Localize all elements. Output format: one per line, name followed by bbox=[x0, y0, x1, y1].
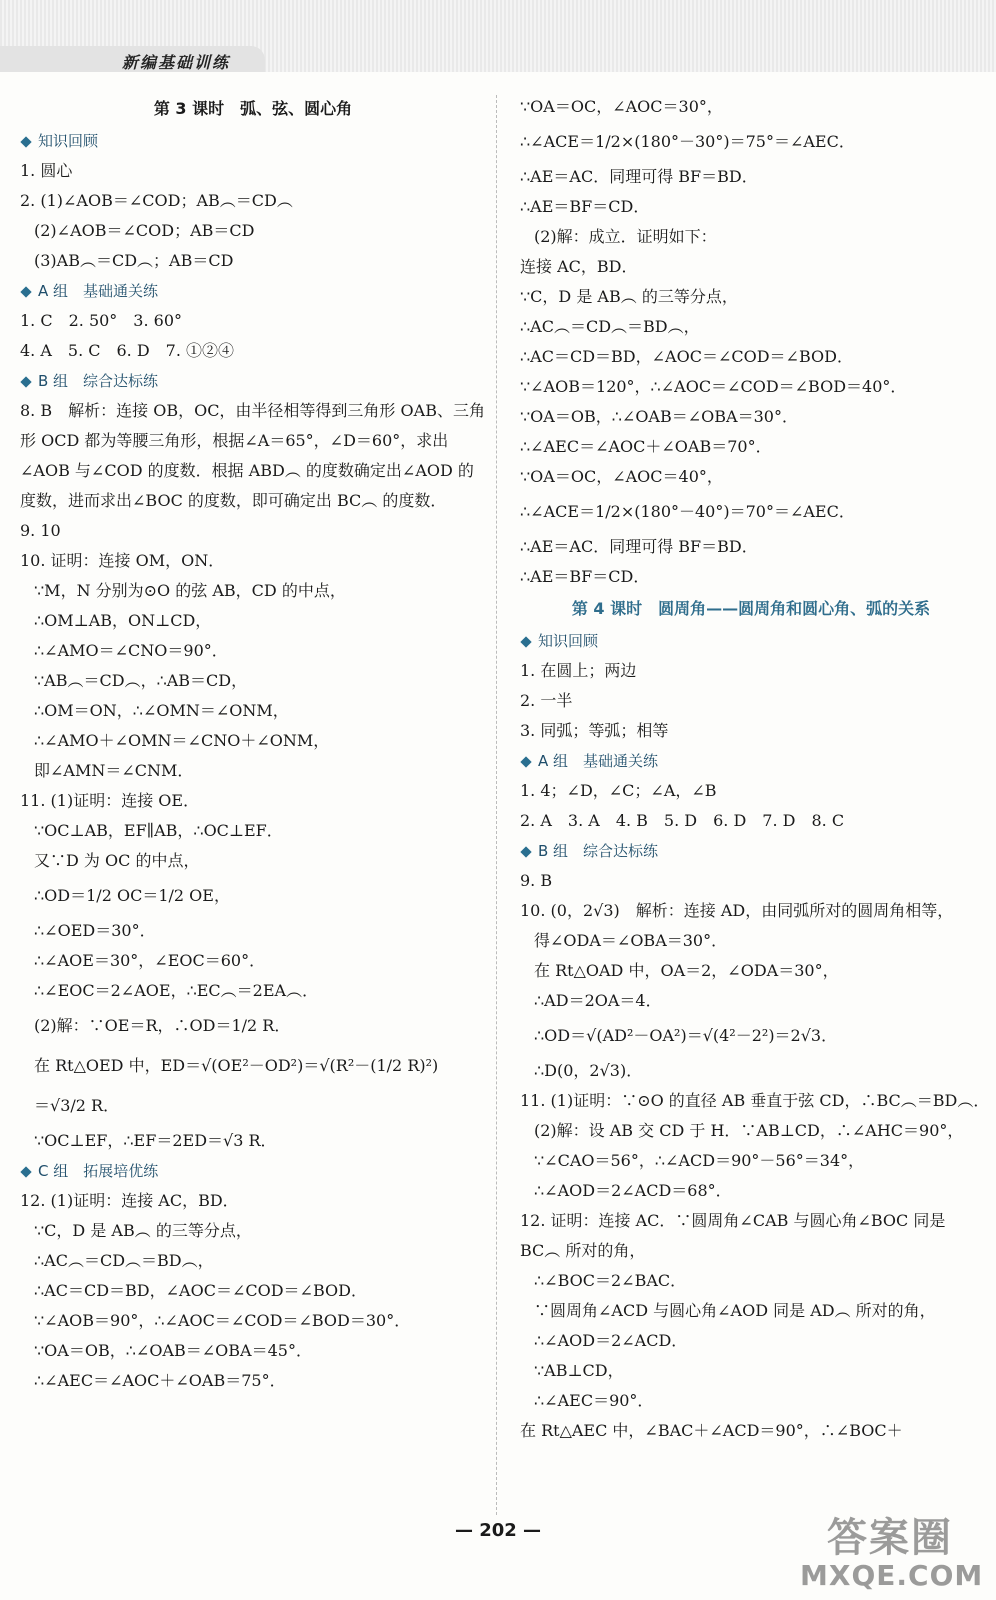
answer-line: 12. (1)证明：连接 AC，BD． bbox=[20, 1191, 239, 1210]
diamond-icon bbox=[20, 1166, 31, 1177]
page-header bbox=[0, 0, 996, 72]
diamond-icon bbox=[20, 286, 31, 297]
answer-line: 又∵D 为 OC 的中点， bbox=[34, 851, 200, 870]
answer-line: ∴∠AMO＋∠OMN＝∠CNO＋∠ONM， bbox=[34, 731, 330, 750]
answer-line: ∵圆周角∠ACD 与圆心角∠AOD 同是 AD︵ 所对的角， bbox=[534, 1301, 936, 1320]
answer-line: ∴AC＝CD＝BD，∠AOC＝∠COD＝∠BOD． bbox=[520, 347, 853, 366]
diamond-icon bbox=[20, 376, 31, 387]
answer-line: ∴D(0，2√3)． bbox=[534, 1061, 643, 1080]
answer-line: (2)解：设 AB 交 CD 于 H．∵AB⊥CD，∴∠AHC＝90°， bbox=[534, 1121, 964, 1140]
answer-line: 9. 10 bbox=[20, 521, 61, 540]
answer-line: ∴∠AEC＝∠AOC＋∠OAB＝75°． bbox=[34, 1371, 286, 1390]
answer-line: 1. 在圆上；两边 bbox=[520, 661, 637, 680]
answer-line: ∵OC⊥EF，∴EF＝2ED＝√3 R． bbox=[34, 1131, 277, 1150]
answer-line: ∵OA＝OB，∴∠OAB＝∠OBA＝30°． bbox=[520, 407, 798, 426]
answer-line: ∵OA＝OB，∴∠OAB＝∠OBA＝45°． bbox=[34, 1341, 312, 1360]
answer-line: ∵M，N 分别为⊙O 的弦 AB，CD 的中点， bbox=[34, 581, 346, 600]
answer-line: 10. 证明：连接 OM，ON． bbox=[20, 551, 225, 570]
answer-line: (2)解：∵OE＝R，∴OD＝1/2 R． bbox=[34, 1016, 291, 1035]
answer-line: ∴AC︵＝CD︵＝BD︵， bbox=[34, 1251, 214, 1270]
diamond-icon bbox=[20, 136, 31, 147]
answer-line: 在 Rt△AEC 中，∠BAC＋∠ACD＝90°，∴∠BOC＋ bbox=[520, 1421, 903, 1440]
answer-line: ∴OM⊥AB，ON⊥CD， bbox=[34, 611, 212, 630]
answer-line: ∵OA＝OC，∠AOC＝40°， bbox=[520, 467, 723, 486]
answer-line: ∴∠AOD＝2∠ACD＝68°． bbox=[534, 1181, 732, 1200]
answer-line: (2)解：成立．证明如下： bbox=[534, 227, 717, 246]
answer-line: ∵∠AOB＝120°，∴∠AOC＝∠COD＝∠BOD＝40°． bbox=[520, 377, 907, 396]
answer-line: ∴∠AOE＝30°，∠EOC＝60°． bbox=[34, 951, 266, 970]
section-review: 知识回顾 bbox=[20, 126, 486, 156]
answer-line: 在 Rt△OED 中，ED＝√(OE²－OD²)＝√(R²－(1/2 R)²) bbox=[34, 1056, 439, 1075]
answer-line: 10. (0，2√3) 解析：连接 AD，由同弧所对的圆周角相等， bbox=[520, 901, 954, 920]
answer-line: ∵C，D 是 AB︵ 的三等分点， bbox=[520, 287, 738, 306]
answer-line: 2. (1)∠AOB＝∠COD；AB︵＝CD︵ bbox=[20, 191, 293, 210]
answer-line: 连接 AC，BD． bbox=[520, 257, 638, 276]
answer-line: BC︵ 所对的角， bbox=[520, 1241, 646, 1260]
answer-line: 3. 同弧；等弧；相等 bbox=[520, 721, 669, 740]
answer-line: ∴∠AEC＝90°． bbox=[534, 1391, 654, 1410]
diamond-icon bbox=[520, 636, 531, 647]
answer-line: ∴AD＝2OA＝4． bbox=[534, 991, 662, 1010]
answer-line: ∴∠EOC＝2∠AOE，∴EC︵＝2EA︵． bbox=[34, 981, 319, 1000]
column-divider bbox=[496, 95, 497, 1515]
answer-line: ∴AC＝CD＝BD，∠AOC＝∠COD＝∠BOD． bbox=[34, 1281, 367, 1300]
answer-line: ∴∠ACE＝1/2×(180°－30°)＝75°＝∠AEC． bbox=[520, 132, 855, 151]
answer-line: 2. 一半 bbox=[520, 691, 573, 710]
answer-line: ∴OM＝ON，∴∠OMN＝∠ONM， bbox=[34, 701, 289, 720]
lesson-title-3: 第 3 课时 弧、弦、圆心角 bbox=[153, 99, 353, 118]
answer-line: ∴OD＝1/2 OC＝1/2 OE， bbox=[34, 886, 230, 905]
answer-line: ∴AE＝AC．同理可得 BF＝BD． bbox=[520, 167, 758, 186]
answer-line: ∴∠AMO＝∠CNO＝90°． bbox=[34, 641, 228, 660]
answer-line: ∵AB︵＝CD︵，∴AB＝CD， bbox=[34, 671, 248, 690]
answer-line: ∴AE＝BF＝CD． bbox=[520, 567, 650, 586]
answer-line: ∴∠OED＝30°． bbox=[34, 921, 156, 940]
answer-line: (3)AB︵＝CD︵；AB＝CD bbox=[34, 251, 234, 270]
answer-line: ∴AE＝AC．同理可得 BF＝BD． bbox=[520, 537, 758, 556]
section-a: A 组 基础通关练 bbox=[20, 276, 486, 306]
answer-line: 11. (1)证明：∵⊙O 的直径 AB 垂直于弦 CD，∴BC︵＝BD︵． bbox=[520, 1091, 990, 1110]
answer-line: ∴∠ACE＝1/2×(180°－40°)＝70°＝∠AEC． bbox=[520, 502, 855, 521]
answer-line: 4. A 5. C 6. D 7. ①②④ bbox=[20, 341, 235, 360]
answer-line: ∵AB⊥CD， bbox=[534, 1361, 624, 1380]
lesson-title-4: 第 4 课时 圆周角——圆周角和圆心角、弧的关系 bbox=[571, 599, 931, 618]
diamond-icon bbox=[520, 846, 531, 857]
answer-line: 得∠ODA＝∠OBA＝30°． bbox=[534, 931, 728, 950]
answer-line: 1. 圆心 bbox=[20, 161, 73, 180]
answer-line: ∴∠AOD＝2∠ACD． bbox=[534, 1331, 688, 1350]
answer-line: ∴OD＝√(AD²－OA²)＝√(4²－2²)＝2√3． bbox=[534, 1026, 838, 1045]
section-b: B 组 综合达标练 bbox=[520, 836, 982, 866]
answer-line: ∵OA＝OC，∠AOC＝30°， bbox=[520, 97, 723, 116]
answer-line: 9. B bbox=[520, 871, 553, 890]
answer-line: ∵∠AOB＝90°，∴∠AOC＝∠COD＝∠BOD＝30°． bbox=[34, 1311, 411, 1330]
watermark-text: 答案圈 bbox=[827, 1515, 953, 1561]
answer-line: ∴AC︵＝CD︵＝BD︵， bbox=[520, 317, 700, 336]
right-column bbox=[520, 92, 990, 1446]
watermark-site: MXQE.COM bbox=[800, 1559, 984, 1592]
answer-line: ∴AE＝BF＝CD． bbox=[520, 197, 650, 216]
section-b: B 组 综合达标练 bbox=[20, 366, 486, 396]
answer-line: (2)∠AOB＝∠COD；AB＝CD bbox=[34, 221, 255, 240]
answer-line: ∵OC⊥AB，EF∥AB，∴OC⊥EF． bbox=[34, 821, 283, 840]
left-column bbox=[20, 92, 486, 1396]
section-c: C 组 拓展培优练 bbox=[20, 1156, 486, 1186]
answer-line: 12. 证明：连接 AC．∵圆周角∠CAB 与圆心角∠BOC 同是 bbox=[520, 1211, 946, 1230]
answer-line: 11. (1)证明：连接 OE． bbox=[20, 791, 200, 810]
answer-line: 2. A 3. A 4. B 5. D 6. D 7. D 8. C bbox=[520, 811, 845, 830]
answer-line: ∴∠AEC＝∠AOC＋∠OAB＝70°． bbox=[520, 437, 772, 456]
answer-line: ∵∠CAO＝56°，∴∠ACD＝90°－56°＝34°， bbox=[534, 1151, 865, 1170]
answer-line: 即∠AMN＝∠CNM． bbox=[34, 761, 194, 780]
watermark-logo bbox=[800, 1515, 984, 1597]
answer-line: 1. C 2. 50° 3. 60° bbox=[20, 311, 183, 330]
book-title: 新编基础训练 bbox=[122, 53, 231, 72]
section-a: A 组 基础通关练 bbox=[520, 746, 982, 776]
section-review: 知识回顾 bbox=[520, 626, 982, 656]
answer-line: ＝√3/2 R． bbox=[34, 1096, 120, 1115]
answer-line: 1. 4；∠D，∠C；∠A，∠B bbox=[520, 781, 717, 800]
q8-analysis: 8. B 解析：连接 OB，OC，由半径相等得到三角形 OAB、三角形 OCD 都为等腰三角形，根据∠A＝65°，∠D＝60°，求出∠AOB 与∠COD 的度数．根据 ABD︵ 的度数确定出∠AOD 的度数，进而求出∠BOC 的度数，即可确定出 BC︵ 的度数． bbox=[20, 401, 485, 510]
answer-line: ∵C，D 是 AB︵ 的三等分点， bbox=[34, 1221, 252, 1240]
answer-line: 在 Rt△OAD 中，OA＝2，∠ODA＝30°， bbox=[534, 961, 839, 980]
answer-line: ∴∠BOC＝2∠BAC． bbox=[534, 1271, 687, 1290]
diamond-icon bbox=[520, 756, 531, 767]
page-number: — 202 — bbox=[454, 1520, 542, 1541]
